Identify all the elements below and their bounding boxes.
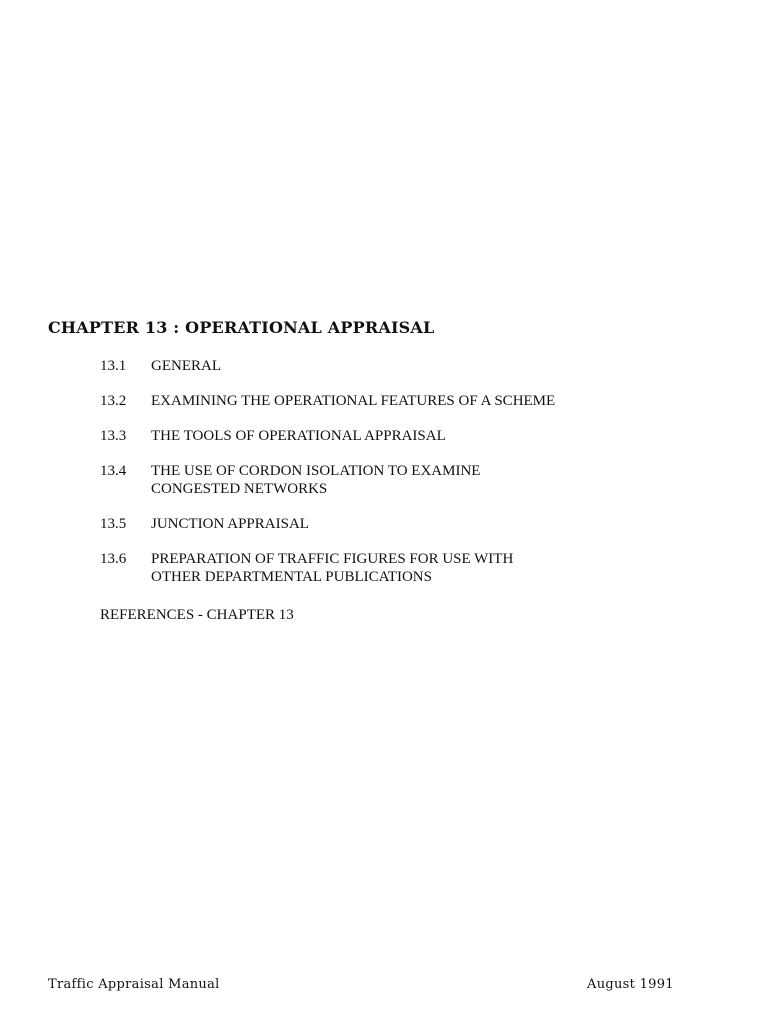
toc-item-13-5 bbox=[100, 515, 555, 533]
chapter-title: CHAPTER 13 : OPERATIONAL APPRAISAL bbox=[48, 318, 435, 337]
toc-number: 13.3 bbox=[100, 428, 127, 444]
references-heading: REFERENCES - CHAPTER 13 bbox=[100, 607, 294, 623]
toc-item-13-2 bbox=[100, 392, 555, 410]
toc-title: PREPARATION OF TRAFFIC FIGURES FOR USE WITH OTHER DEPARTMENTAL PUBLICATIONS bbox=[151, 551, 514, 585]
toc-number: 13.1 bbox=[100, 358, 127, 374]
toc-number: 13.5 bbox=[100, 516, 127, 532]
toc-title: THE TOOLS OF OPERATIONAL APPRAISAL bbox=[151, 428, 446, 444]
toc-item-13-3 bbox=[100, 427, 555, 445]
table-of-contents bbox=[100, 357, 555, 603]
toc-number: 13.6 bbox=[100, 551, 127, 567]
toc-item-13-4 bbox=[100, 462, 555, 498]
toc-title: EXAMINING THE OPERATIONAL FEATURES OF A SCHEME bbox=[151, 393, 556, 409]
footer-date: August 1991 bbox=[587, 977, 674, 992]
toc-number: 13.4 bbox=[100, 463, 127, 479]
toc-item-13-6 bbox=[100, 550, 555, 586]
toc-item-13-1 bbox=[100, 357, 555, 375]
toc-title: JUNCTION APPRAISAL bbox=[151, 516, 309, 532]
footer-manual-title: Traffic Appraisal Manual bbox=[48, 977, 220, 992]
toc-number: 13.2 bbox=[100, 393, 127, 409]
toc-title: GENERAL bbox=[151, 358, 221, 374]
toc-title: THE USE OF CORDON ISOLATION TO EXAMINE CONGESTED NETWORKS bbox=[151, 463, 481, 497]
